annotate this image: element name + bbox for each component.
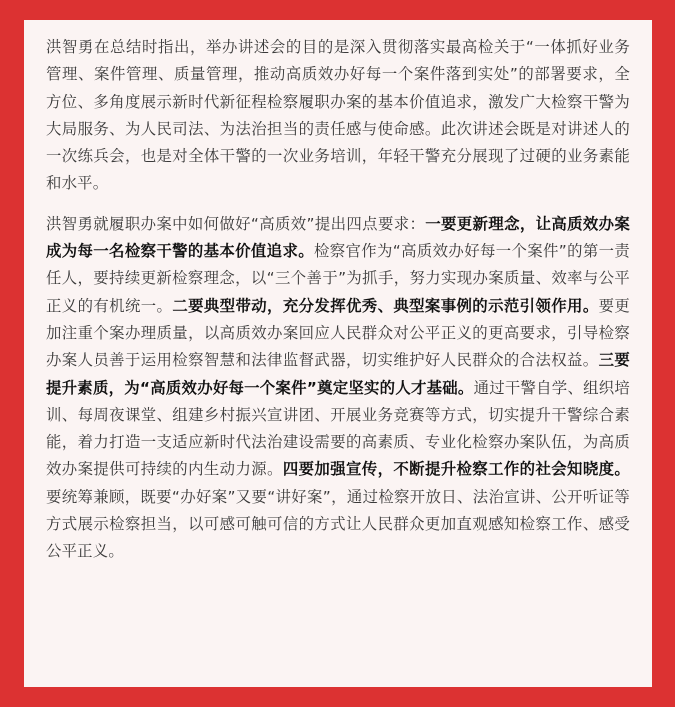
requirement-2-heading: 二要典型带动，充分发挥优秀、典型案事例的示范引领作用。: [172, 296, 599, 315]
paragraph-requirements: [46, 211, 630, 566]
article-card: [24, 20, 652, 687]
requirement-1-body: 检察官作为“高质效办好每一个案件”的第一责任人，要持续更新检察理念，以“三个善于”为抓手，努力实现办案质量、效率与公平正义的有机统一。: [46, 242, 630, 315]
requirement-1-heading: 一要更新理念，让高质效办案成为每一名检察干警的基本价值追求。: [46, 214, 630, 261]
paragraph-summary: 洪智勇在总结时指出，举办讲述会的目的是深入贯彻落实最高检关于“一体抓好业务管理、案件管理、质量管理，推动高质效办好每一个案件落到实处”的部署要求，全方位、多角度展示新时代新征程检察履职办案的基本价值追求，激发广大检察干警为大局服务、为人民司法、为法治担当的责任感与使命感。此次讲述会既是对讲述人的一次练兵会，也是对全体干警的一次业务培训，年轻干警充分展现了过硬的业务素能和水平。: [46, 38, 630, 193]
requirement-2-body: 要更加注重个案办理质量，以高质效办案回应人民群众对公平正义的更高要求，引导检察办案人员善于运用检察智慧和法律监督武器，切实维护好人民群众的合法权益。: [46, 296, 630, 370]
requirement-4-heading: 四要加强宣传，不断提升检察工作的社会知晓度。: [282, 460, 630, 479]
requirement-4-body: 要统筹兼顾，既要“办好案”又要“讲好案”，通过检察开放日、法治宣讲、公开听证等方式展示检察担当，以可感可触可信的方式让人民群众更加直观感知检察工作、感受公平正义。: [46, 487, 630, 561]
requirement-3-body: 通过干警自学、组织培训、每周夜课堂、组建乡村振兴宣讲团、开展业务竞赛等方式，切实提升干警综合素能，着力打造一支适应新时代法治建设需要的高素质、专业化检察办案队伍，为高质效办案提供可持续的内生动力源。: [46, 378, 630, 479]
requirements-intro: 洪智勇就履职办案中如何做好“高质效”提出四点要求：: [46, 214, 426, 233]
requirement-3-heading: 三要提升素质，为“高质效办好每一个案件”奠定坚实的人才基础。: [46, 351, 630, 397]
